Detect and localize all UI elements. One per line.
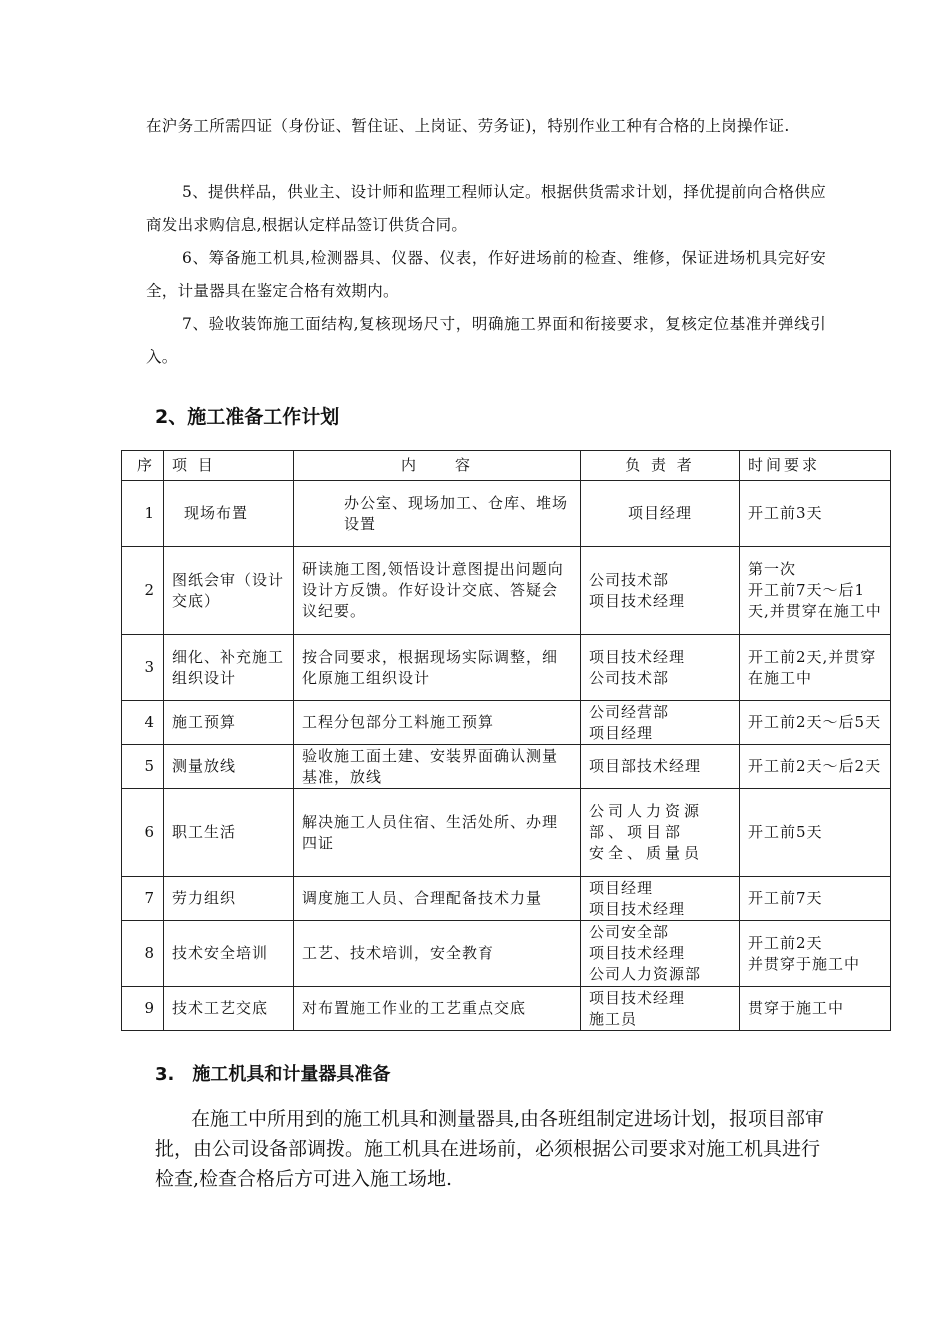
row-owner: 项目技术经理 公司技术部 [581, 635, 740, 701]
row-owner: 项目经理 项目技术经理 [581, 877, 740, 921]
row-time: 开工前2天～后5天 [740, 701, 891, 745]
header-item: 项 目 [164, 451, 294, 481]
row-number: 1 [122, 481, 164, 547]
row-owner: 项目技术经理 施工员 [581, 987, 740, 1031]
table-row [122, 789, 891, 877]
row-number: 7 [122, 877, 164, 921]
row-item: 技术安全培训 [164, 921, 294, 987]
table-row [122, 987, 891, 1031]
row-owner: 公司安全部 项目技术经理 公司人力资源部 [581, 921, 740, 987]
intro-item-7: 7、验收装饰施工面结构,复核现场尺寸，明确施工界面和衔接要求，复核定位基准并弹线引入。 [146, 315, 826, 366]
row-owner: 公司人力资源部、项目部 安全、质量员 [581, 789, 740, 877]
row-time: 开工前7天 [740, 877, 891, 921]
row-owner: 公司经营部 项目经理 [581, 701, 740, 745]
row-content: 调度施工人员、合理配备技术力量 [294, 877, 581, 921]
row-time: 开工前2天 并贯穿于施工中 [740, 921, 891, 987]
table-row [122, 745, 891, 789]
row-item: 图纸会审（设计交底） [164, 547, 294, 635]
header-seq: 序 [122, 451, 164, 481]
section-2-heading: 2、施工准备工作计划 [155, 406, 340, 428]
intro-item-6: 6、筹备施工机具,检测器具、仪器、仪表，作好进场前的检查、维修，保证进场机具完好安全，计量器具在鉴定合格有效期内。 [146, 249, 826, 300]
header-content: 内 容 [294, 451, 581, 481]
row-item: 现场布置 [164, 481, 294, 547]
row-content: 验收施工面土建、安装界面确认测量基准，放线 [294, 745, 581, 789]
row-time: 开工前2天,并贯穿在施工中 [740, 635, 891, 701]
row-owner: 公司技术部 项目技术经理 [581, 547, 740, 635]
row-number: 2 [122, 547, 164, 635]
table-header-row [122, 451, 891, 481]
row-item: 施工预算 [164, 701, 294, 745]
intro-paragraph-certificates: 在沪务工所需四证（身份证、暂住证、上岗证、劳务证)，特别作业工种有合格的上岗操作证. [146, 117, 790, 135]
row-number: 4 [122, 701, 164, 745]
section-3-body: 在施工中所用到的施工机具和测量器具,由各班组制定进场计划，报项目部审批，由公司设备部调拨。施工机具在进场前，必须根据公司要求对施工机具进行检查,检查合格后方可进入施工场地. [155, 1108, 825, 1190]
table-row [122, 921, 891, 987]
row-number: 6 [122, 789, 164, 877]
row-item: 劳力组织 [164, 877, 294, 921]
row-owner: 项目经理 [581, 481, 740, 547]
row-item: 技术工艺交底 [164, 987, 294, 1031]
header-owner: 负 责 者 [581, 451, 740, 481]
row-content: 研读施工图,领悟设计意图提出问题向设计方反馈。作好设计交底、答疑会议纪要。 [294, 547, 581, 635]
row-time: 开工前2天～后2天 [740, 745, 891, 789]
row-content: 对布置施工作业的工艺重点交底 [294, 987, 581, 1031]
table-row [122, 635, 891, 701]
preparation-plan-table [121, 450, 891, 1031]
row-item: 测量放线 [164, 745, 294, 789]
section-3-heading: 3. 施工机具和计量器具准备 [155, 1064, 391, 1085]
row-number: 3 [122, 635, 164, 701]
row-number: 8 [122, 921, 164, 987]
header-time: 时间要求 [740, 451, 891, 481]
row-content: 解决施工人员住宿、生活处所、办理四证 [294, 789, 581, 877]
table-row [122, 481, 891, 547]
row-time: 开工前5天 [740, 789, 891, 877]
row-item: 职工生活 [164, 789, 294, 877]
row-content: 工艺、技术培训，安全教育 [294, 921, 581, 987]
table-row [122, 547, 891, 635]
row-item: 细化、补充施工组织设计 [164, 635, 294, 701]
row-number: 5 [122, 745, 164, 789]
row-content: 工程分包部分工料施工预算 [294, 701, 581, 745]
row-number: 9 [122, 987, 164, 1031]
row-content: 按合同要求，根据现场实际调整，细化原施工组织设计 [294, 635, 581, 701]
table-row [122, 701, 891, 745]
row-owner: 项目部技术经理 [581, 745, 740, 789]
row-content: 办公室、现场加工、仓库、堆场设置 [294, 481, 581, 547]
row-time: 贯穿于施工中 [740, 987, 891, 1031]
intro-item-5: 5、提供样品，供业主、设计师和监理工程师认定。根据供货需求计划，择优提前向合格供应商发出求购信息,根据认定样品签订供货合同。 [146, 183, 826, 234]
table-row [122, 877, 891, 921]
row-time: 第一次 开工前7天～后1天,并贯穿在施工中 [740, 547, 891, 635]
row-time: 开工前3天 [740, 481, 891, 547]
